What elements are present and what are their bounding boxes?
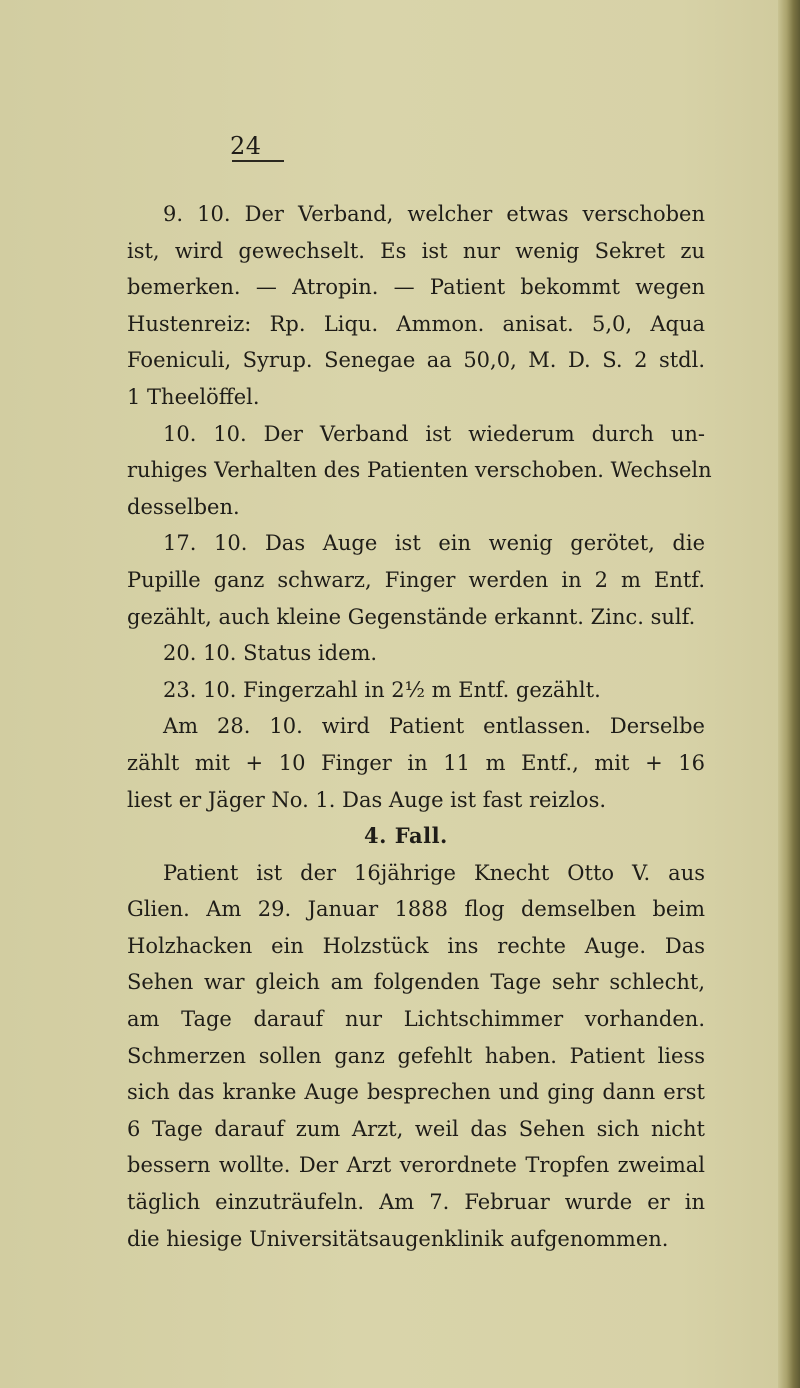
text-line: bemerken. — Atropin. — Patient bekommt wegen [127,275,705,300]
text-line: desselben. [127,494,240,519]
text-line: 23. 10. Fingerzahl in 2½ m Entf. gezählt. [163,677,601,702]
text-line: Schmerzen sollen ganz gefehlt haben. Patient liess [127,1043,705,1068]
text-line: ruhiges Verhalten des Patienten verschoben. Wechseln [127,458,712,483]
text-line: 10. 10. Der Verband ist wiederum durch un- [163,421,705,446]
text-line: Am 28. 10. wird Patient entlassen. Derselbe [163,714,705,739]
text-line: 6 Tage darauf zum Arzt, weil das Sehen sich nicht [127,1116,705,1141]
text-line: liest er Jäger No. 1. Das Auge ist fast reizlos. [127,787,607,812]
page-number-rule [232,160,284,162]
text-line: Patient ist der 16jährige Knecht Otto V. aus [163,860,705,885]
text-line: gezählt, auch kleine Gegenstände erkannt. Zinc. sulf. [127,604,696,629]
section-heading: 4. Fall. [364,823,448,849]
text-line: die hiesige Universitätsaugenklinik aufgenommen. [127,1226,669,1251]
text-line: Hustenreiz: Rp. Liqu. Ammon. anisat. 5,0, Aqua [127,311,705,336]
text-line: 9. 10. Der Verband, welcher etwas verschoben [163,202,705,226]
text-line: Holzhacken ein Holzstück ins rechte Auge. Das [127,933,705,958]
page-edge-shadow [778,0,800,1388]
text-line: Glien. Am 29. Januar 1888 flog demselben beim [127,897,705,922]
text-line: Sehen war gleich am folgenden Tage sehr schlecht, [127,970,705,995]
text-line: 17. 10. Das Auge ist ein wenig gerötet, die [163,531,705,556]
text-line: 1 Theelöffel. [127,384,260,409]
text-line: am Tage darauf nur Lichtschimmer vorhanden. [127,1007,705,1032]
body-text [127,196,712,1257]
text-line: ist, wird gewechselt. Es ist nur wenig Sekret zu [127,238,705,263]
text-line: Foeniculi, Syrup. Senegae aa 50,0, M. D. S. 2 stdl. [127,348,705,373]
text-line: sich das kranke Auge besprechen und ging dann erst [127,1080,705,1105]
page-number: 24 [230,132,262,160]
text-line: täglich einzuträufeln. Am 7. Februar wurde er in [127,1190,705,1215]
text-line: zählt mit + 10 Finger in 11 m Entf., mit + 16 [127,750,705,775]
text-line: 20. 10. Status idem. [163,641,378,666]
text-line: bessern wollte. Der Arzt verordnete Tropfen zweimal [127,1153,705,1178]
text-line: Pupille ganz schwarz, Finger werden in 2 m Entf. [127,567,705,592]
